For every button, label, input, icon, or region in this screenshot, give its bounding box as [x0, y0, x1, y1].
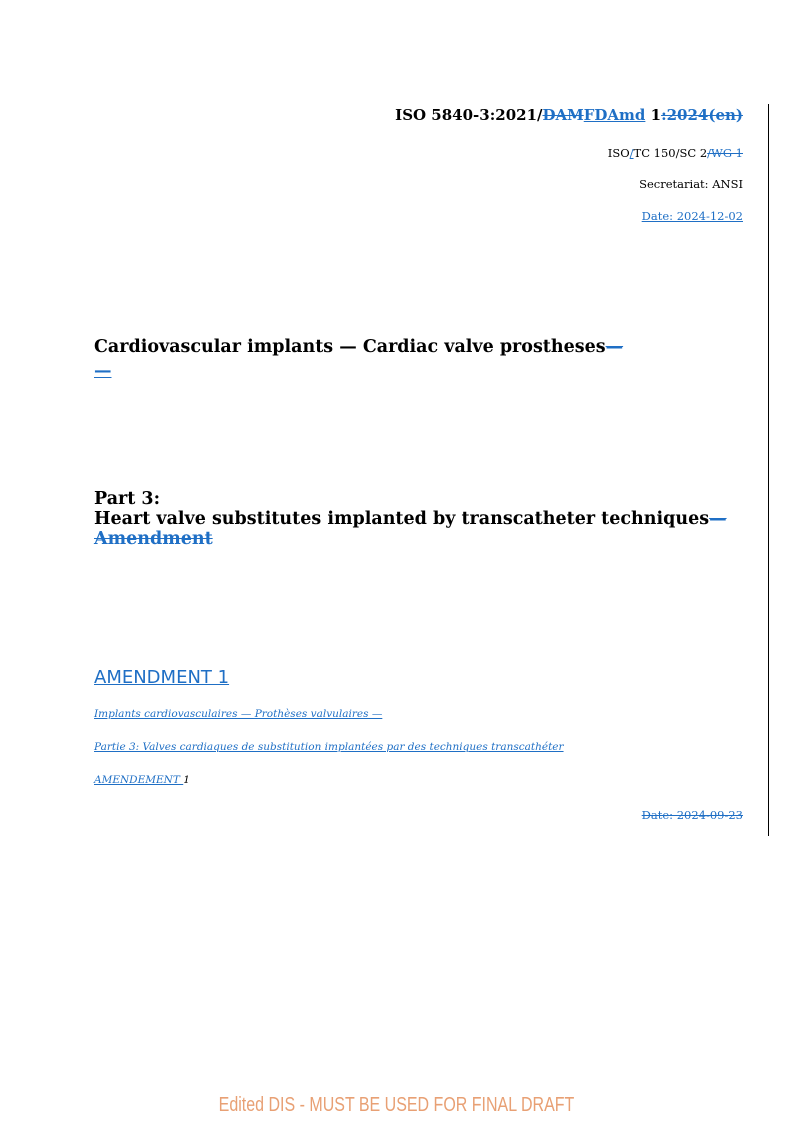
amendment-heading: [94, 667, 229, 688]
amendment-deleted: Amendment: [94, 529, 213, 549]
committee-reference: [608, 146, 743, 160]
committee-tc: TC 150/SC 2: [633, 146, 708, 160]
subtitle-text: Heart valve substitutes implanted by transcatheter techniques: [94, 509, 710, 529]
part-block: [94, 489, 754, 549]
document-code: [395, 106, 743, 124]
date-deleted: Date: 2024-09-23: [641, 808, 743, 822]
code-deleted-dam: DAM: [542, 106, 584, 124]
main-title: [94, 335, 734, 383]
code-number: 1: [650, 106, 662, 124]
french-amendment-inserted: AMENDEMENT: [94, 774, 184, 786]
main-title-text: Cardiovascular implants — Cardiac valve prostheses: [94, 337, 606, 357]
date-inserted: Date: 2024-12-02: [641, 209, 743, 223]
french-part-line: Partie 3: Valves cardiaques de substitution implantées par des techniques transcathéter: [94, 741, 564, 753]
french-amendment-line: [94, 774, 190, 786]
code-deleted-year: :2024(en): [661, 106, 743, 124]
main-title-dash-inserted: —: [94, 361, 112, 381]
amendment-heading-text: AMENDMENT 1: [94, 667, 230, 688]
code-inserted-fdamd: FDAmd: [583, 106, 646, 124]
committee-slash-inserted: /: [629, 146, 634, 160]
part-label: Part 3:: [94, 489, 161, 509]
change-bar: [768, 104, 769, 836]
subtitle-dash-deleted: —: [709, 509, 727, 529]
french-amendment-number: 1: [183, 774, 190, 786]
committee-iso: ISO: [607, 146, 630, 160]
committee-wg-deleted: /WG 1: [707, 146, 743, 160]
draft-watermark: Edited DIS - MUST BE USED FOR FINAL DRAFT: [218, 1094, 575, 1116]
french-title-line: Implants cardiovasculaires — Prothèses valvulaires —: [94, 708, 383, 720]
secretariat: Secretariat: ANSI: [639, 177, 743, 191]
main-title-dash-deleted: —: [605, 337, 624, 357]
code-prefix: ISO 5840-3:2021/: [395, 106, 543, 124]
part-subtitle: [94, 509, 754, 529]
